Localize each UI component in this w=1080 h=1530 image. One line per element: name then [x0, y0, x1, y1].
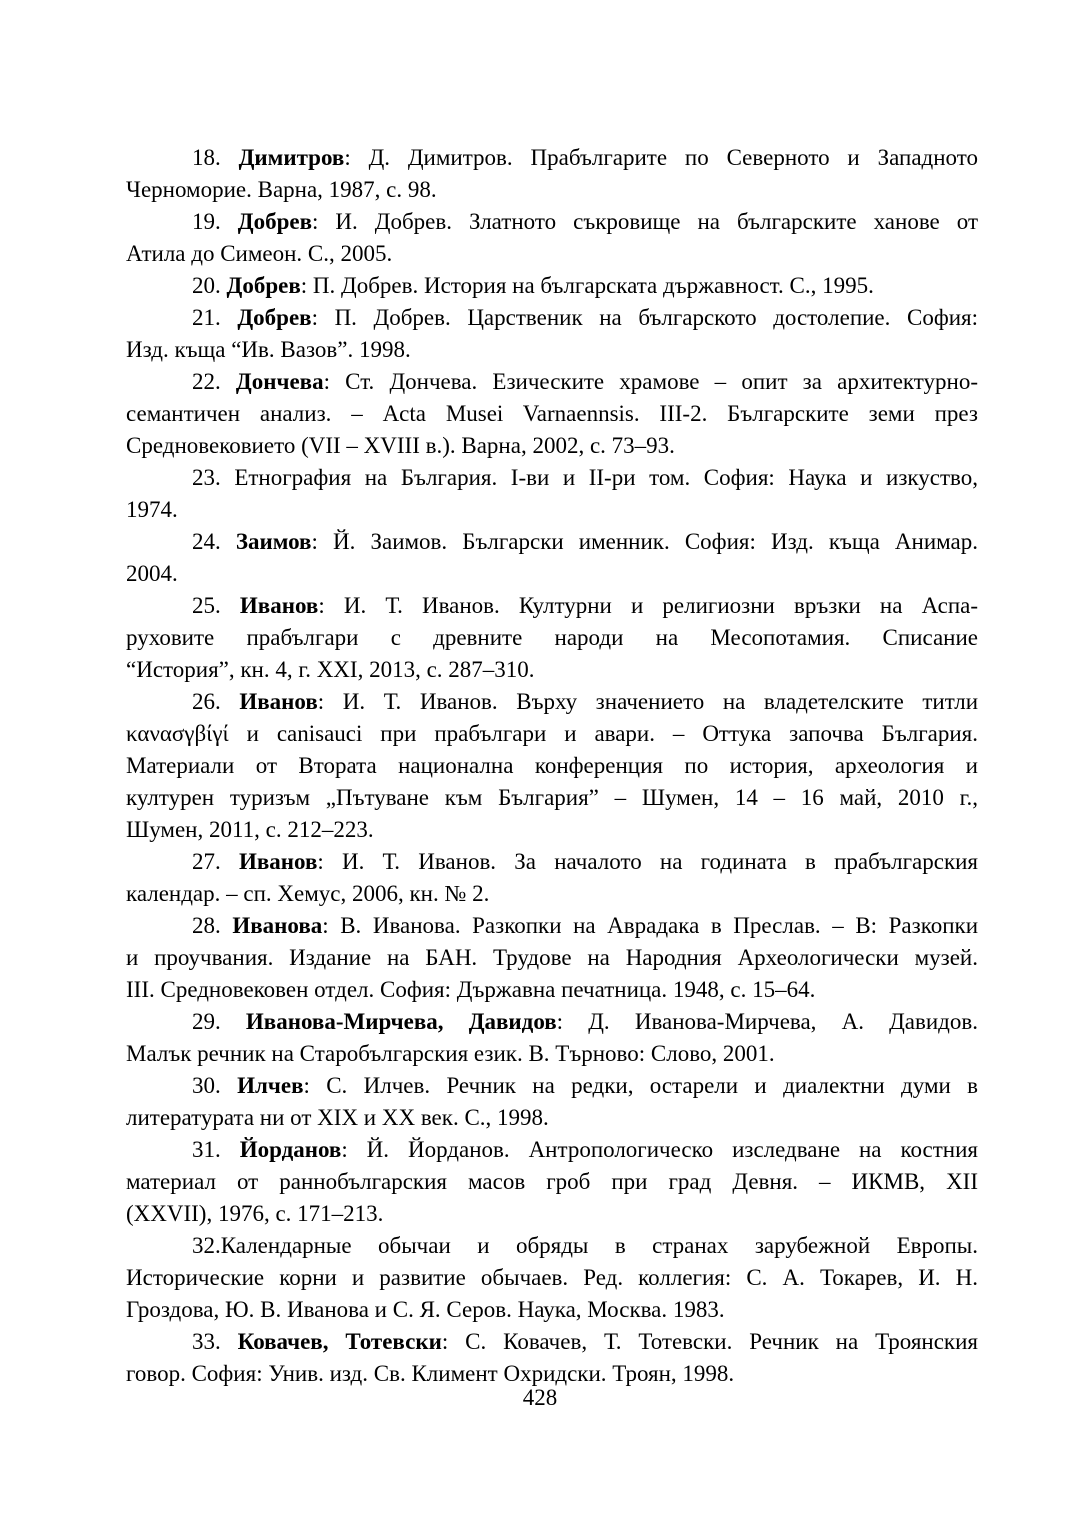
- reference-author: Иванов: [239, 593, 319, 618]
- reference-item: [126, 366, 978, 462]
- reference-line: (XXVII), 1976, с. 171–213.: [126, 1201, 384, 1226]
- reference-first-line: [126, 366, 978, 398]
- reference-item: [126, 1326, 978, 1390]
- reference-number: 27.: [192, 849, 239, 874]
- reference-author: Иванова-Мирчева, Давидов: [245, 1009, 557, 1034]
- reference-author: Заимов: [235, 529, 312, 554]
- reference-first-line: [126, 302, 978, 334]
- reference-item: [126, 462, 978, 526]
- reference-number: 24.: [192, 529, 236, 554]
- reference-item: [126, 1070, 978, 1134]
- reference-first-line: [126, 1326, 978, 1358]
- reference-number: 32.: [192, 1233, 221, 1258]
- reference-number: 20.: [192, 273, 227, 298]
- reference-line: Исторические корни и развитие обычаев. Ред. коллегия: С. А. Токарев, И. Н.: [126, 1265, 978, 1290]
- reference-author: Добрев: [237, 209, 313, 234]
- reference-first-line: [126, 1230, 978, 1262]
- reference-line: културен туризъм „Пътуване към България” – Шумен, 14 – 16 май, 2010 г.,: [126, 785, 978, 810]
- reference-item: [126, 206, 978, 270]
- reference-text: : И. Т. Иванов. Културни и религиозни връзки на Аспа-: [318, 593, 978, 618]
- reference-number: 18.: [192, 145, 239, 170]
- reference-text: : И. Т. Иванов. За началото на годината в прабългарския: [317, 849, 979, 874]
- reference-author: Добрев: [237, 305, 312, 330]
- reference-author: Иванова: [232, 913, 323, 938]
- reference-line: III. Средновековен отдел. София: Държавна печатница. 1948, с. 15–64.: [126, 977, 816, 1002]
- reference-number: 30.: [192, 1073, 238, 1098]
- reference-text: : С. Илчев. Речник на редки, остарели и диалектни думи в: [303, 1073, 978, 1098]
- reference-text: : С. Ковачев, Т. Тотевски. Речник на Троянския: [441, 1329, 978, 1354]
- reference-line: Малък речник на Старобългарския език. В. Търново: Слово, 2001.: [126, 1041, 775, 1066]
- reference-first-line: [126, 270, 978, 302]
- reference-text: : И. Добрев. Златното съкровище на българските ханове от: [312, 209, 979, 234]
- reference-line: литературата ни от XIX и XX век. С., 1998.: [126, 1105, 549, 1130]
- reference-line: Шумен, 2011, с. 212–223.: [126, 817, 374, 842]
- reference-author: Иванов: [238, 849, 318, 874]
- reference-line: Черноморие. Варна, 1987, с. 98.: [126, 177, 437, 202]
- reference-item: [126, 590, 978, 686]
- reference-line: 2004.: [126, 561, 178, 586]
- reference-number: 19.: [192, 209, 238, 234]
- reference-author: Ковачев, Тотевски: [237, 1329, 442, 1354]
- reference-line: и проучвания. Издание на БАН. Трудове на Народния Археологически музей.: [126, 945, 978, 970]
- reference-text: : П. Добрев. История на българската държавност. С., 1995.: [300, 273, 874, 298]
- reference-first-line: [126, 526, 978, 558]
- reference-first-line: [126, 686, 978, 718]
- reference-item: [126, 846, 978, 910]
- reference-line: “История”, кн. 4, г. XXI, 2013, с. 287–310.: [126, 657, 535, 682]
- reference-number: 28.: [192, 913, 233, 938]
- reference-first-line: [126, 1006, 978, 1038]
- reference-text: : В. Иванова. Разкопки на Аврадака в Преслав. – В: Разкопки: [322, 913, 979, 938]
- reference-number: 31.: [192, 1137, 240, 1162]
- reference-item: [126, 302, 978, 366]
- reference-line: κανασγβίγί и canisauci при прабългари и авари. – Оттука започва България.: [126, 721, 978, 746]
- reference-text: : Ст. Дончева. Езическите храмове – опит за архитектурно-: [323, 369, 978, 394]
- reference-text: : Й. Йорданов. Антропологическо изследване на костния: [341, 1137, 978, 1162]
- reference-author: Иванов: [239, 689, 318, 714]
- reference-number: 26.: [192, 689, 240, 714]
- reference-item: [126, 1134, 978, 1230]
- reference-line: календар. – сп. Хемус, 2006, кн. № 2.: [126, 881, 490, 906]
- reference-line: руховите прабългари с древните народи на Месопотамия. Списание: [126, 625, 978, 650]
- reference-line: 1974.: [126, 497, 178, 522]
- reference-item: [126, 1230, 978, 1326]
- reference-line: Средновековието (VII – XVIII в.). Варна, 2002, с. 73–93.: [126, 433, 675, 458]
- reference-item: [126, 526, 978, 590]
- reference-author: Дончева: [235, 369, 324, 394]
- reference-line: Материали от Втората национална конференция по история, археология и: [126, 753, 978, 778]
- reference-first-line: [126, 462, 978, 494]
- reference-number: 25.: [192, 593, 240, 618]
- page-number: 428: [522, 1385, 558, 1410]
- reference-text: Етнография на България. I-ви и II-ри том. София: Наука и изкуство,: [234, 465, 978, 490]
- bibliography-list: [126, 142, 978, 1390]
- reference-line: семантичен анализ. – Acta Musei Varnaennsis. III-2. Българските земи през: [126, 401, 978, 426]
- reference-item: [126, 1006, 978, 1070]
- reference-author: Димитров: [238, 145, 345, 170]
- reference-number: 22.: [192, 369, 236, 394]
- reference-item: [126, 142, 978, 206]
- reference-line: Гроздова, Ю. В. Иванова и С. Я. Серов. Наука, Москва. 1983.: [126, 1297, 725, 1322]
- reference-text: : П. Добрев. Царственик на българското достолепие. София:: [311, 305, 979, 330]
- reference-first-line: [126, 142, 978, 174]
- reference-item: [126, 686, 978, 846]
- reference-author: Илчев: [237, 1073, 304, 1098]
- reference-author: Йорданов: [239, 1137, 342, 1162]
- reference-text: : Д. Иванова-Мирчева, А. Давидов.: [556, 1009, 978, 1034]
- reference-line: Атила до Симеон. С., 2005.: [126, 241, 393, 266]
- reference-first-line: [126, 1134, 978, 1166]
- reference-text: : Й. Заимов. Български именник. София: Изд. къща Анимар.: [311, 529, 978, 554]
- reference-line: говор. София: Унив. изд. Св. Климент Охридски. Троян, 1998.: [126, 1361, 735, 1386]
- reference-number: 23.: [192, 465, 235, 490]
- reference-item: [126, 270, 978, 302]
- reference-author: Добрев: [226, 273, 301, 298]
- reference-number: 33.: [192, 1329, 238, 1354]
- reference-first-line: [126, 910, 978, 942]
- reference-first-line: [126, 590, 978, 622]
- reference-number: 21.: [192, 305, 238, 330]
- reference-first-line: [126, 846, 978, 878]
- reference-text: : Д. Димитров. Прабългарите по Северното и Западното: [344, 145, 978, 170]
- reference-number: 29.: [192, 1009, 246, 1034]
- reference-first-line: [126, 1070, 978, 1102]
- reference-line: Изд. къща “Ив. Вазов”. 1998.: [126, 337, 411, 362]
- reference-line: материал от раннобългарския масов гроб при град Девня. – ИКМВ, XII: [126, 1169, 978, 1194]
- reference-first-line: [126, 206, 978, 238]
- reference-item: [126, 910, 978, 1006]
- reference-text: Календарные обычаи и обряды в странах зарубежной Европы.: [220, 1233, 978, 1258]
- reference-text: : И. Т. Иванов. Върху значението на владетелските титли: [317, 689, 978, 714]
